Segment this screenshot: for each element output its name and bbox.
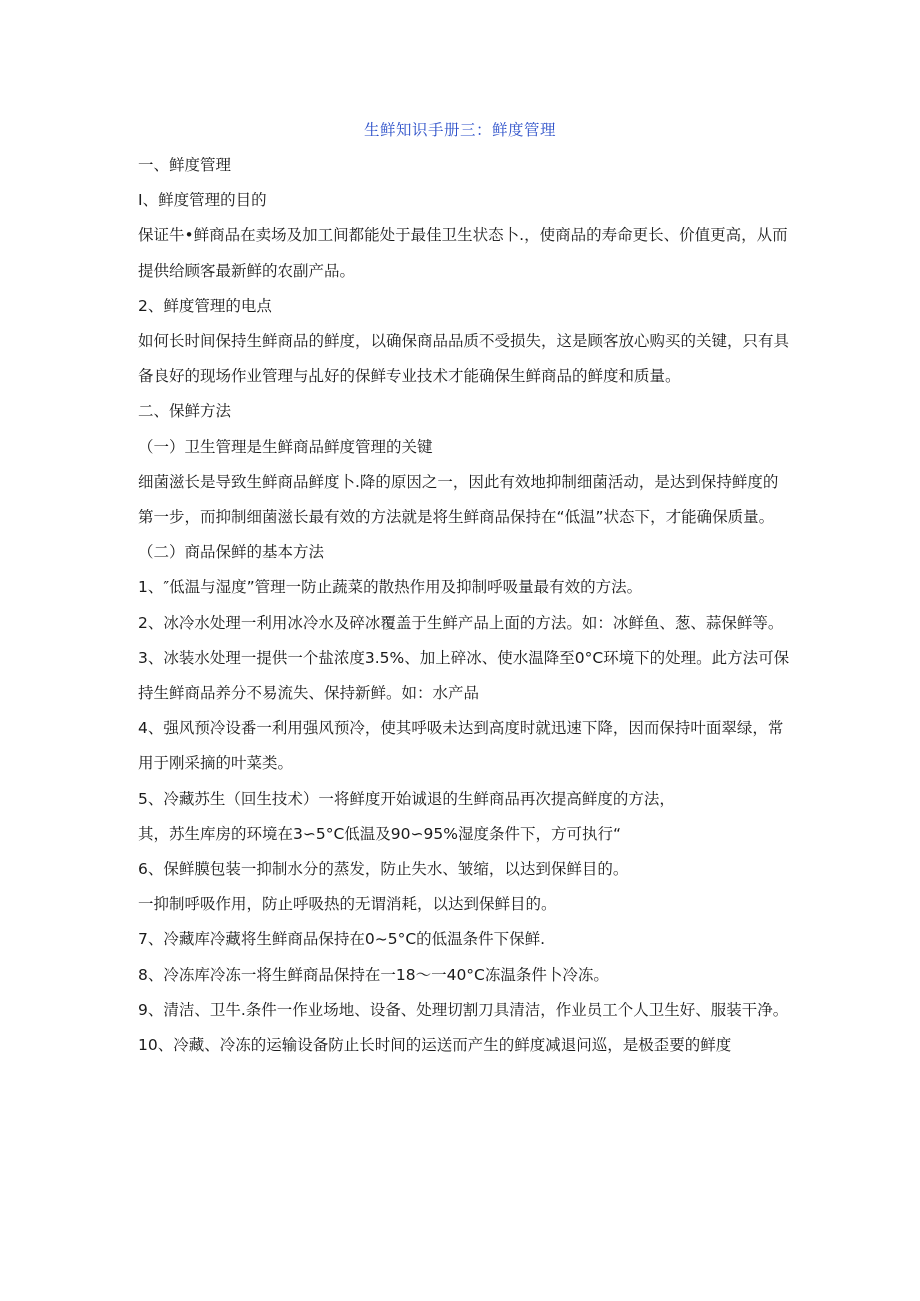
paragraph: 细菌滋长是导致生鲜商品鲜度卜.降的原因之一，因此有效地抑制细菌活动，是达到保持鲜度的第一步，而抑制细菌滋长最有效的方法就是将生鲜商品保持在“低温”状态下，才能确保质量。 xyxy=(138,472,779,527)
section-heading: 二、保鲜方法 xyxy=(138,402,232,421)
list-item: 7、冷藏库冷藏将生鲜商品保持在0~5°C的低温条件下保鲜. xyxy=(138,930,546,949)
paragraph: 保证牛•鲜商品在卖场及加工间都能处于最佳卫生状态卜.，使商品的寿命更长、价值更高，从而提供给顾客最新鲜的农副产品。 xyxy=(138,226,788,280)
subsection-heading: （二）商品保鲜的基本方法 xyxy=(138,543,325,562)
paragraph: 如何长时间保持生鲜商品的鲜度，以确保商品品质不受损失，这是顾客放心购买的关键，只有具备良好的现场作业管理与乩好的保鲜专业技术才能确保生鲜商品的鲜度和质量。 xyxy=(138,332,790,386)
list-item: 5、冷藏苏生（回生技术）一将鲜度开始诚退的生鲜商品再次提高鲜度的方法， xyxy=(138,789,675,808)
document-body xyxy=(138,148,790,1063)
document-title: 生鲜知识手册三：鲜度管理 xyxy=(363,121,556,139)
list-item-continuation: 其，苏生库房的环境在3∽5°C低温及90∽95%湿度条件下，方可执行“ xyxy=(138,824,621,843)
section-heading: 一、鲜度管理 xyxy=(138,156,232,174)
list-item: 4、强风预冷设番一利用强风预冷，使其呼吸未达到高度时就迅速下降，因而保持叶面翠绿，常用于刚采摘的叶菜类。 xyxy=(138,719,784,773)
list-item: 6、保鲜膜包装一抑制水分的蒸发，防止失水、皱缩，以达到保鲜目的。 xyxy=(138,860,629,879)
list-item-continuation: 一抑制呼吸作用，防止呼吸热的无谓消耗，以达到保鲜目的。 xyxy=(138,895,557,914)
list-item: 9、清洁、卫牛.条件一作业场地、设备、处理切割刀具清洁，作业员工个人卫生好、服装干净。 xyxy=(138,1000,789,1019)
list-item: 8、冷冻库冷冻一将生鲜商品保持在一18～一40°C冻温条件卜冷冻。 xyxy=(138,965,609,984)
subsection-heading: （一）卫生管理是生鲜商品鲜度管理的关键 xyxy=(138,437,433,456)
list-item: 3、冰装水处理一提供一个盐浓度3.5%、加上碎冰、使水温降至0°C环境下的处理。此方法可保持生鲜商品养分不易流失、保持新鲜。如：水产品 xyxy=(138,648,790,703)
list-item: 10、冷藏、冷冻的运输设备防止长时间的运送而产生的鲜度减退问巡，是极歪要的鲜度 xyxy=(138,1036,732,1055)
subsection-heading: I、鲜度管理的目的 xyxy=(138,191,267,210)
list-item: 1、″低温与湿度”管理一防止蔬菜的散热作用及抑制呼吸量最有效的方法。 xyxy=(138,578,643,597)
subsection-heading: 2、鲜度管理的电点 xyxy=(138,296,272,315)
list-item: 2、冰冷水处理一利用冰冷水及碎冰覆盖于生鲜产品上面的方法。如：冰鲜鱼、葱、蒜保鲜等。 xyxy=(138,613,784,632)
